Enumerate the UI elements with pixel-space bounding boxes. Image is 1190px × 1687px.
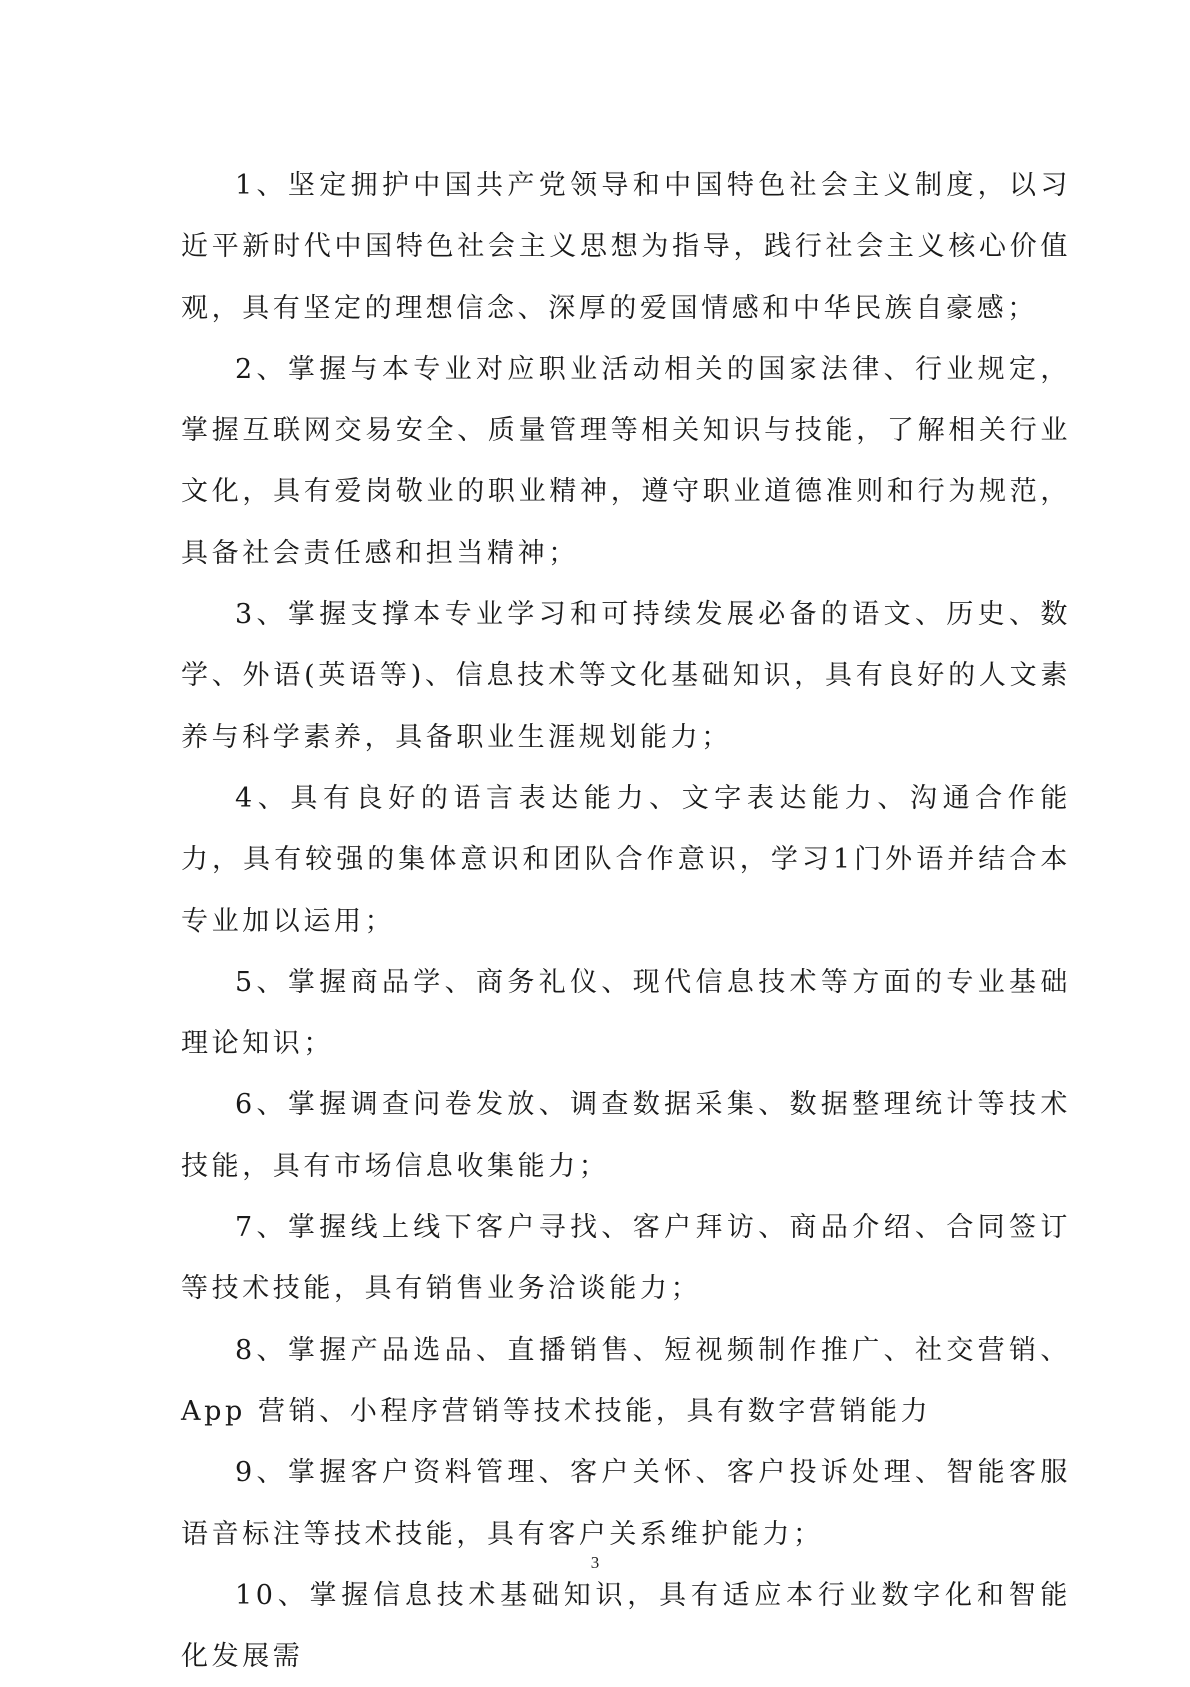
paragraph-2: 2、掌握与本专业对应职业活动相关的国家法律、行业规定，掌握互联网交易安全、质量管理等相关知识与技能，了解相关行业文化，具有爱岗敬业的职业精神，遵守职业道德准则和行为规范，具备社会责任感和担当精神； (181, 353, 1071, 569)
paragraph-6: 6、掌握调查问卷发放、调查数据采集、数据整理统计等技术技能，具有市场信息收集能力； (181, 1089, 1071, 1182)
paragraph-10: 10、掌握信息技术基础知识，具有适应本行业数字化和智能化发展需 (181, 1579, 1071, 1673)
paragraph-9: 9、掌握客户资料管理、客户关怀、客户投诉处理、智能客服语音标注等技术技能，具有客户关系维护能力； (181, 1457, 1071, 1550)
paragraph-3: 3、掌握支撑本专业学习和可持续发展必备的语文、历史、数学、外语(英语等)、信息技术等文化基础知识，具有良好的人文素养与科学素养，具备职业生涯规划能力； (181, 599, 1071, 753)
paragraph-7: 7、掌握线上线下客户寻找、客户拜访、商品介绍、合同签订等技术技能，具有销售业务洽谈能力； (181, 1212, 1071, 1305)
body-text (181, 155, 1071, 1687)
paragraph-5: 5、掌握商品学、商务礼仪、现代信息技术等方面的专业基础理论知识； (181, 966, 1071, 1060)
paragraph-8: 8、掌握产品选品、直播销售、短视频制作推广、社交营销、App 营销、小程序营销等技术技能，具有数字营销能力 (181, 1334, 1071, 1427)
page-number: 3 (590, 1553, 600, 1572)
paragraph-1: 1、坚定拥护中国共产党领导和中国特色社会主义制度，以习近平新时代中国特色社会主义思想为指导，践行社会主义核心价值观，具有坚定的理想信念、深厚的爱国情感和中华民族自豪感； (181, 170, 1071, 324)
paragraph-4: 4、具有良好的语言表达能力、文字表达能力、沟通合作能力，具有较强的集体意识和团队合作意识，学习1门外语并结合本专业加以运用； (181, 782, 1071, 937)
